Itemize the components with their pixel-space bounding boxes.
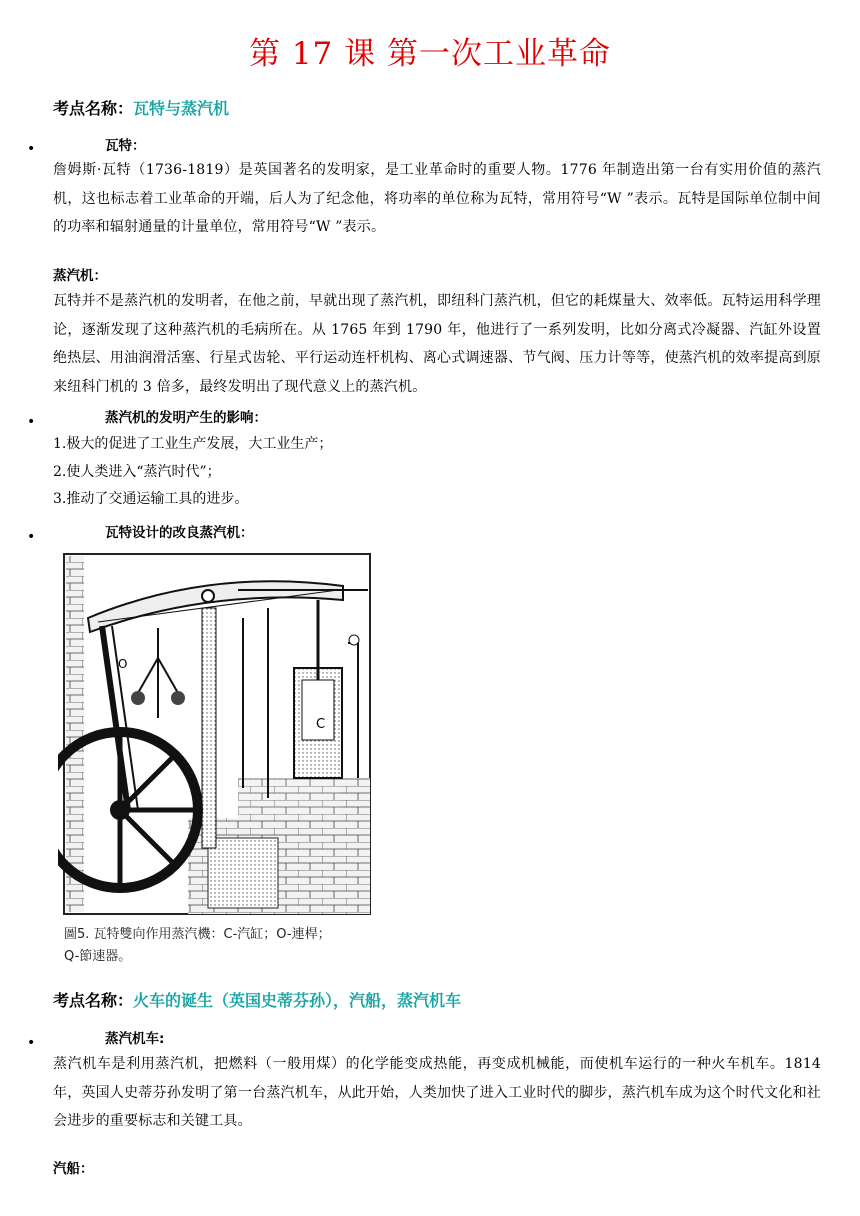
impact-item: 1.极大的促进了工业生产发展，大工业生产； (53, 436, 333, 452)
design-heading: 瓦特设计的改良蒸汽机： (105, 525, 254, 541)
bullet-icon: • (27, 414, 36, 430)
topic-name: 火车的诞生（英国史蒂芬孙），汽船，蒸汽机车 (133, 991, 462, 1010)
topic-label: 考点名称： (53, 991, 134, 1010)
steam-engine-heading: 蒸汽机： (53, 268, 107, 284)
label-o: O (118, 657, 128, 671)
topic-label: 考点名称： (53, 99, 134, 118)
impact-heading: 蒸汽机的发明产生的影响： (105, 410, 267, 426)
bullet-icon: • (27, 1035, 36, 1051)
impact-item: 2.使人类进入“蒸汽时代”； (53, 464, 221, 480)
watt-heading: 瓦特： (105, 138, 146, 154)
figure-caption-line: Q-節速器。 (64, 949, 132, 964)
watt-paragraph: 詹姆斯·瓦特（1736-1819）是英国著名的发明家，是工业革命时的重要人物。1776 年制造出第一台有实用价值的蒸汽机，这也标志着工业革命的开端，后人为了纪念他，将功率的单位称为瓦特，常用符号“W ”表示。瓦特是国际单位制中间的功率和辐射通量的计量单位，常用符号“W ”表示。 (53, 162, 821, 235)
page-title: 第 17 课 第一次工业革命 (248, 36, 611, 72)
bullet-icon: • (27, 529, 36, 545)
steamship-heading: 汽船： (53, 1161, 94, 1177)
impact-item: 3.推动了交通运输工具的进步。 (53, 491, 249, 507)
topic-name: 瓦特与蒸汽机 (133, 99, 230, 118)
locomotive-heading: 蒸汽机车: (105, 1031, 165, 1047)
locomotive-paragraph: 蒸汽机车是利用蒸汽机，把燃料（一般用煤）的化学能变成热能，再变成机械能，而使机车运行的一种火车机车。1814 年，英国人史蒂芬孙发明了第一台蒸汽机车，从此开始，人类加快了进入工业时代的脚步，蒸汽机车成为这个时代文化和社会进步的重要标志和关键工具。 (53, 1056, 821, 1129)
label-c: C (316, 717, 326, 732)
figure-caption (64, 924, 370, 968)
steam-engine-paragraph: 瓦特并不是蒸汽机的发明者，在他之前，早就出现了蒸汽机，即纽科门蒸汽机，但它的耗煤量大、效率低。瓦特运用科学理论，逐渐发现了这种蒸汽机的毛病所在。从 1765 年到 1790 年，他进行了一系列发明，比如分离式冷凝器、汽缸外设置绝热层、用油润滑活塞、行星式齿轮、平行运动连杆机构、离心式调速器、节气阀、压力计等等，使蒸汽机的效率提高到原来纽科门机的 3 倍多，最终发明出了现代意义上的蒸汽机。 (53, 293, 821, 395)
topic-heading-locomotive (53, 990, 461, 1012)
bullet-icon: • (27, 141, 36, 157)
steam-engine-illustration (58, 548, 380, 968)
topic-heading-watt (53, 98, 229, 120)
figure-caption-line: 圖5. 瓦特雙向作用蒸汽機：C-汽缸；O-連桿； (64, 927, 331, 942)
